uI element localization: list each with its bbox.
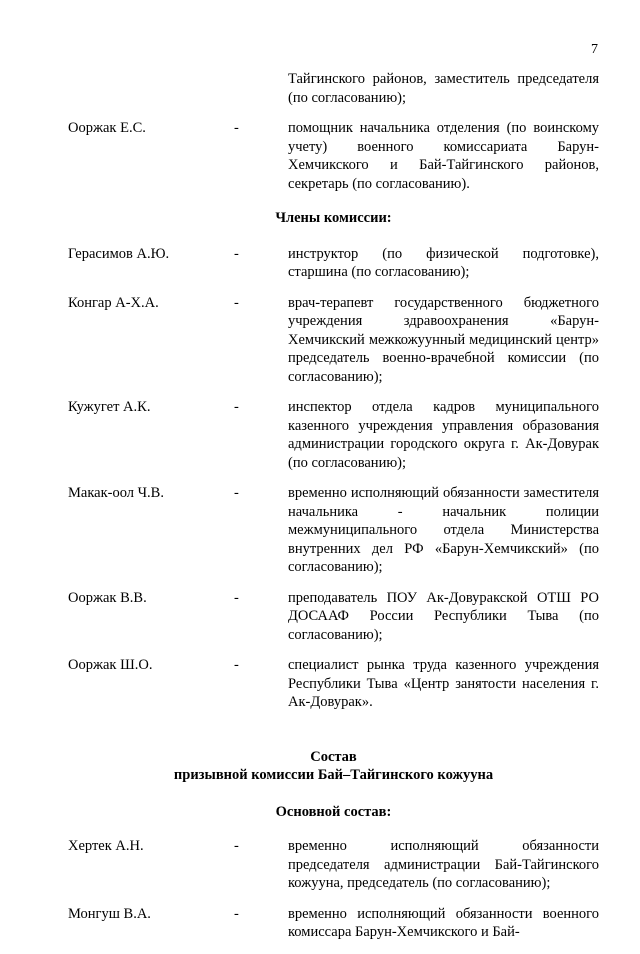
member-entry <box>68 398 599 472</box>
entry-description: помощник начальника отделения (по воинскому учету) военного комиссариата Барун-Хемчикского и Бай-Тайгинского районов, секретарь (по согласованию). <box>288 120 599 192</box>
entry-dash: - <box>234 838 239 854</box>
entry-name: Конгар А-Х.А. <box>68 294 159 311</box>
entry-description: инструктор (по физической подготовке), старшина (по согласованию); <box>288 245 599 280</box>
entry-dash: - <box>234 589 239 606</box>
entry-dash: - <box>234 485 239 501</box>
entry-oorzhak-es <box>68 119 599 193</box>
entry-continuation <box>68 70 599 107</box>
entry-name: Ооржак Ш.О. <box>68 657 153 673</box>
entry-description: временно исполняющий обязанности заместителя начальника - начальник полиции межмуниципального отдела Министерства внутренних дел РФ «Барун-Хемчикский» (по согласованию); <box>288 485 599 575</box>
page-number: 7 <box>591 42 598 57</box>
entry-description: преподаватель ПОУ Ак-Довуракской ОТШ РО ДОСААФ России Республики Тыва (по согласованию); <box>288 589 599 643</box>
entry-dash: - <box>234 905 239 922</box>
entry-description: Тайгинского районов, заместитель председателя (по согласованию); <box>288 71 599 106</box>
entry-description: временно исполняющий обязанности председателя администрации Бай-Тайгинского кожууна, председатель (по согласованию); <box>288 838 599 891</box>
entry-name: Хертек А.Н. <box>68 838 144 854</box>
main-member-entry <box>68 905 599 942</box>
entry-dash: - <box>234 399 239 415</box>
member-entry <box>68 294 599 387</box>
main-composition-heading: Основной состав: <box>275 803 392 820</box>
entry-description: временно исполняющий обязанности военного комиссара Барун-Хемчикского и Бай- <box>288 905 599 940</box>
entry-description: врач-терапевт государственного бюджетного учреждения здравоохранения «Барун-Хемчикский межкожуунный медицинский центр» председатель военно-врачебной комиссии (по согласованию); <box>288 294 599 385</box>
entry-name: Ооржак В.В. <box>68 589 147 606</box>
member-entry <box>68 656 599 712</box>
entry-name: Герасимов А.Ю. <box>68 245 170 262</box>
member-entry <box>68 589 599 645</box>
entry-name: Ооржак Е.С. <box>68 120 146 136</box>
entry-name: Макак-оол Ч.В. <box>68 485 164 501</box>
member-entry <box>68 484 599 577</box>
entry-name: Монгуш В.А. <box>68 905 151 922</box>
entry-description: специалист рынка труда казенного учреждения Республики Тыва «Центр занятости населения г. Ак-Довурак». <box>288 657 599 710</box>
sostav-heading-line1: Состав <box>310 748 357 765</box>
entry-description: инспектор отдела кадров муниципального казенного учреждения управления образования администрации городского округа г. Ак-Довурак (по согласованию); <box>288 399 599 471</box>
entry-dash: - <box>234 657 239 673</box>
entry-dash: - <box>234 294 239 311</box>
entry-dash: - <box>234 245 239 262</box>
document-body <box>68 70 599 954</box>
main-member-entry <box>68 837 599 893</box>
members-heading: Члены комиссии: <box>275 210 392 226</box>
sostav-heading-line2: призывной комиссии Бай–Тайгинского кожууна <box>173 767 494 783</box>
member-entry <box>68 245 599 282</box>
entry-dash: - <box>234 120 239 136</box>
entry-name: Кужугет А.К. <box>68 399 151 415</box>
